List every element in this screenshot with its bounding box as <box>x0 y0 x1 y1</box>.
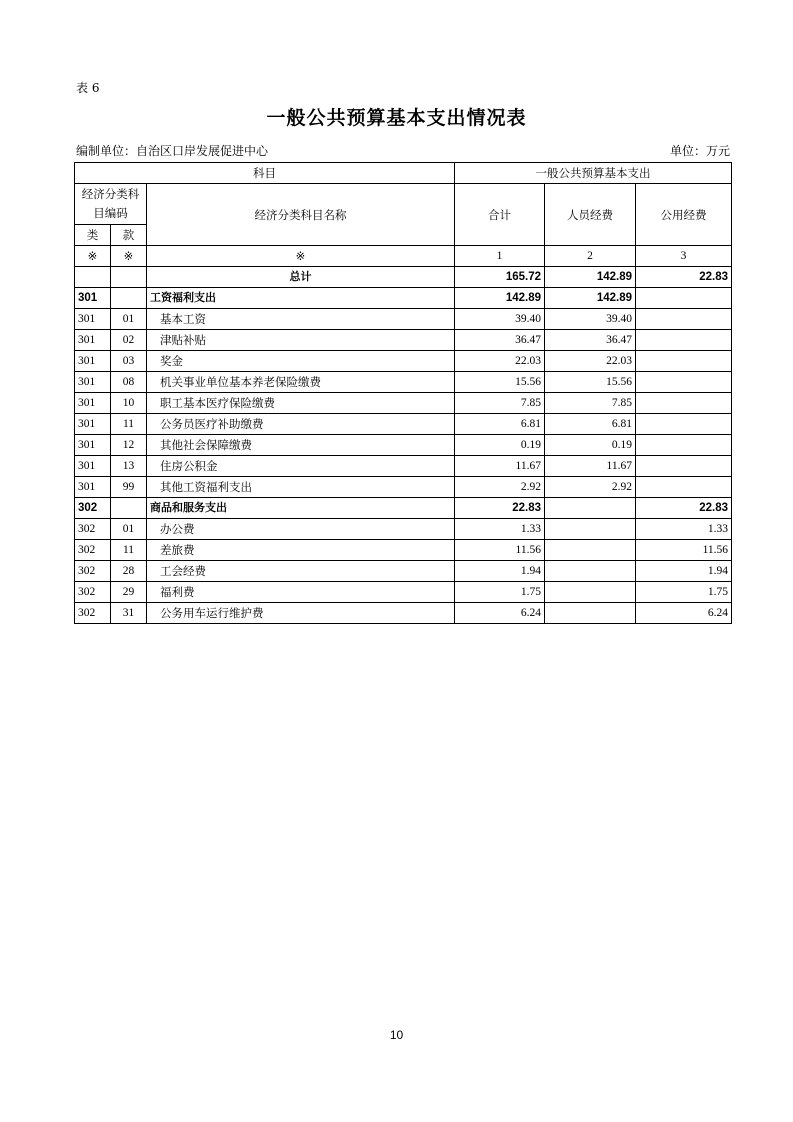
cell-lei: 302 <box>75 540 111 561</box>
personnel-header: 人员经费 <box>545 184 636 246</box>
cell-lei: 301 <box>75 393 111 414</box>
cell-total: 39.40 <box>455 309 545 330</box>
cell-name: 机关事业单位基本养老保险缴费 <box>147 372 455 393</box>
cell-public <box>636 372 732 393</box>
cell-public: 1.75 <box>636 582 732 603</box>
cell-name: 工资福利支出 <box>147 288 455 309</box>
cell-personnel <box>545 540 636 561</box>
cell-personnel: 11.67 <box>545 456 636 477</box>
cell-lei: 301 <box>75 414 111 435</box>
cell-lei: 301 <box>75 288 111 309</box>
cell-lei: 301 <box>75 330 111 351</box>
cell-name: 福利费 <box>147 582 455 603</box>
compiling-unit: 编制单位：自治区口岸发展促进中心 <box>76 144 269 158</box>
cell-kuan: 01 <box>111 519 147 540</box>
cell-personnel: 36.47 <box>545 330 636 351</box>
cell-public <box>636 477 732 498</box>
table-row <box>75 477 732 498</box>
cell-kuan: 13 <box>111 456 147 477</box>
cell-kuan: 12 <box>111 435 147 456</box>
cell-name: 住房公积金 <box>147 456 455 477</box>
cell-public <box>636 435 732 456</box>
total-personnel: 142.89 <box>545 267 636 288</box>
marker-row <box>75 246 732 267</box>
cell-public: 6.24 <box>636 603 732 624</box>
cell-kuan <box>111 288 147 309</box>
cell-name: 基本工资 <box>147 309 455 330</box>
marker-total: 1 <box>455 246 545 267</box>
cell-public: 22.83 <box>636 498 732 519</box>
cell-lei: 301 <box>75 351 111 372</box>
cell-kuan: 11 <box>111 414 147 435</box>
table-row <box>75 561 732 582</box>
cell-total: 6.24 <box>455 603 545 624</box>
cell-public: 1.94 <box>636 561 732 582</box>
cell-public: 11.56 <box>636 540 732 561</box>
cell-kuan: 29 <box>111 582 147 603</box>
category-row <box>75 498 732 519</box>
cell-personnel <box>545 603 636 624</box>
table-row <box>75 519 732 540</box>
category-row <box>75 288 732 309</box>
table-row <box>75 330 732 351</box>
total-kuan <box>111 267 147 288</box>
marker-kuan: ※ <box>111 246 147 267</box>
cell-total: 1.33 <box>455 519 545 540</box>
cell-kuan: 08 <box>111 372 147 393</box>
cell-total: 22.83 <box>455 498 545 519</box>
table-row <box>75 582 732 603</box>
cell-name: 职工基本医疗保险缴费 <box>147 393 455 414</box>
subject-header: 科目 <box>75 163 455 184</box>
total-lei <box>75 267 111 288</box>
cell-public <box>636 393 732 414</box>
cell-lei: 302 <box>75 519 111 540</box>
cell-lei: 302 <box>75 561 111 582</box>
total-public: 22.83 <box>636 267 732 288</box>
table-row <box>75 435 732 456</box>
name-header: 经济分类科目名称 <box>147 184 455 246</box>
kuan-header: 款 <box>111 225 147 246</box>
cell-public: 1.33 <box>636 519 732 540</box>
cell-personnel: 2.92 <box>545 477 636 498</box>
cell-personnel: 0.19 <box>545 435 636 456</box>
cell-total: 1.94 <box>455 561 545 582</box>
cell-personnel: 142.89 <box>545 288 636 309</box>
cell-public <box>636 414 732 435</box>
table-row <box>75 372 732 393</box>
total-label: 总计 <box>147 267 455 288</box>
marker-public: 3 <box>636 246 732 267</box>
total-row <box>75 267 732 288</box>
cell-personnel: 15.56 <box>545 372 636 393</box>
table-row <box>75 351 732 372</box>
cell-total: 0.19 <box>455 435 545 456</box>
cell-kuan: 28 <box>111 561 147 582</box>
cell-name: 奖金 <box>147 351 455 372</box>
marker-lei: ※ <box>75 246 111 267</box>
cell-name: 商品和服务支出 <box>147 498 455 519</box>
cell-kuan: 31 <box>111 603 147 624</box>
cell-total: 11.56 <box>455 540 545 561</box>
cell-personnel <box>545 561 636 582</box>
cell-name: 其他社会保障缴费 <box>147 435 455 456</box>
table-row <box>75 309 732 330</box>
cell-lei: 302 <box>75 498 111 519</box>
cell-public <box>636 351 732 372</box>
cell-lei: 302 <box>75 603 111 624</box>
cell-lei: 302 <box>75 582 111 603</box>
cell-total: 142.89 <box>455 288 545 309</box>
marker-name: ※ <box>147 246 455 267</box>
cell-lei: 301 <box>75 372 111 393</box>
cell-name: 其他工资福利支出 <box>147 477 455 498</box>
marker-personnel: 2 <box>545 246 636 267</box>
cell-personnel: 39.40 <box>545 309 636 330</box>
cell-kuan: 10 <box>111 393 147 414</box>
header-row-1 <box>75 163 732 184</box>
header-row-2 <box>75 184 732 225</box>
cell-name: 公务用车运行维护费 <box>147 603 455 624</box>
table-row <box>75 393 732 414</box>
cell-name: 工会经费 <box>147 561 455 582</box>
cell-kuan: 03 <box>111 351 147 372</box>
total-sum: 165.72 <box>455 267 545 288</box>
cell-total: 2.92 <box>455 477 545 498</box>
cell-kuan <box>111 498 147 519</box>
cell-lei: 301 <box>75 477 111 498</box>
cell-total: 7.85 <box>455 393 545 414</box>
table-row <box>75 414 732 435</box>
expense-header: 一般公共预算基本支出 <box>455 163 732 184</box>
page-number: 10 <box>389 1028 404 1042</box>
table-row <box>75 456 732 477</box>
cell-total: 15.56 <box>455 372 545 393</box>
page-title: 一般公共预算基本支出情况表 <box>266 107 527 129</box>
cell-lei: 301 <box>75 456 111 477</box>
cell-name: 公务员医疗补助缴费 <box>147 414 455 435</box>
cell-kuan: 11 <box>111 540 147 561</box>
total-header: 合计 <box>455 184 545 246</box>
cell-personnel <box>545 498 636 519</box>
cell-name: 办公费 <box>147 519 455 540</box>
cell-public <box>636 456 732 477</box>
cell-personnel <box>545 582 636 603</box>
cell-total: 11.67 <box>455 456 545 477</box>
cell-personnel <box>545 519 636 540</box>
cell-lei: 301 <box>75 309 111 330</box>
cell-name: 差旅费 <box>147 540 455 561</box>
table-number: 表 6 <box>76 81 100 95</box>
lei-header: 类 <box>75 225 111 246</box>
currency-unit: 单位：万元 <box>669 144 730 158</box>
cell-personnel: 6.81 <box>545 414 636 435</box>
cell-total: 22.03 <box>455 351 545 372</box>
cell-kuan: 01 <box>111 309 147 330</box>
cell-public <box>636 288 732 309</box>
cell-total: 6.81 <box>455 414 545 435</box>
cell-kuan: 02 <box>111 330 147 351</box>
cell-total: 36.47 <box>455 330 545 351</box>
budget-table <box>74 162 732 624</box>
code-header: 经济分类科目编码 <box>75 184 147 225</box>
cell-kuan: 99 <box>111 477 147 498</box>
public-header: 公用经费 <box>636 184 732 246</box>
table-row <box>75 603 732 624</box>
cell-lei: 301 <box>75 435 111 456</box>
cell-personnel: 7.85 <box>545 393 636 414</box>
cell-total: 1.75 <box>455 582 545 603</box>
table-row <box>75 540 732 561</box>
cell-personnel: 22.03 <box>545 351 636 372</box>
cell-name: 津贴补贴 <box>147 330 455 351</box>
cell-public <box>636 309 732 330</box>
cell-public <box>636 330 732 351</box>
